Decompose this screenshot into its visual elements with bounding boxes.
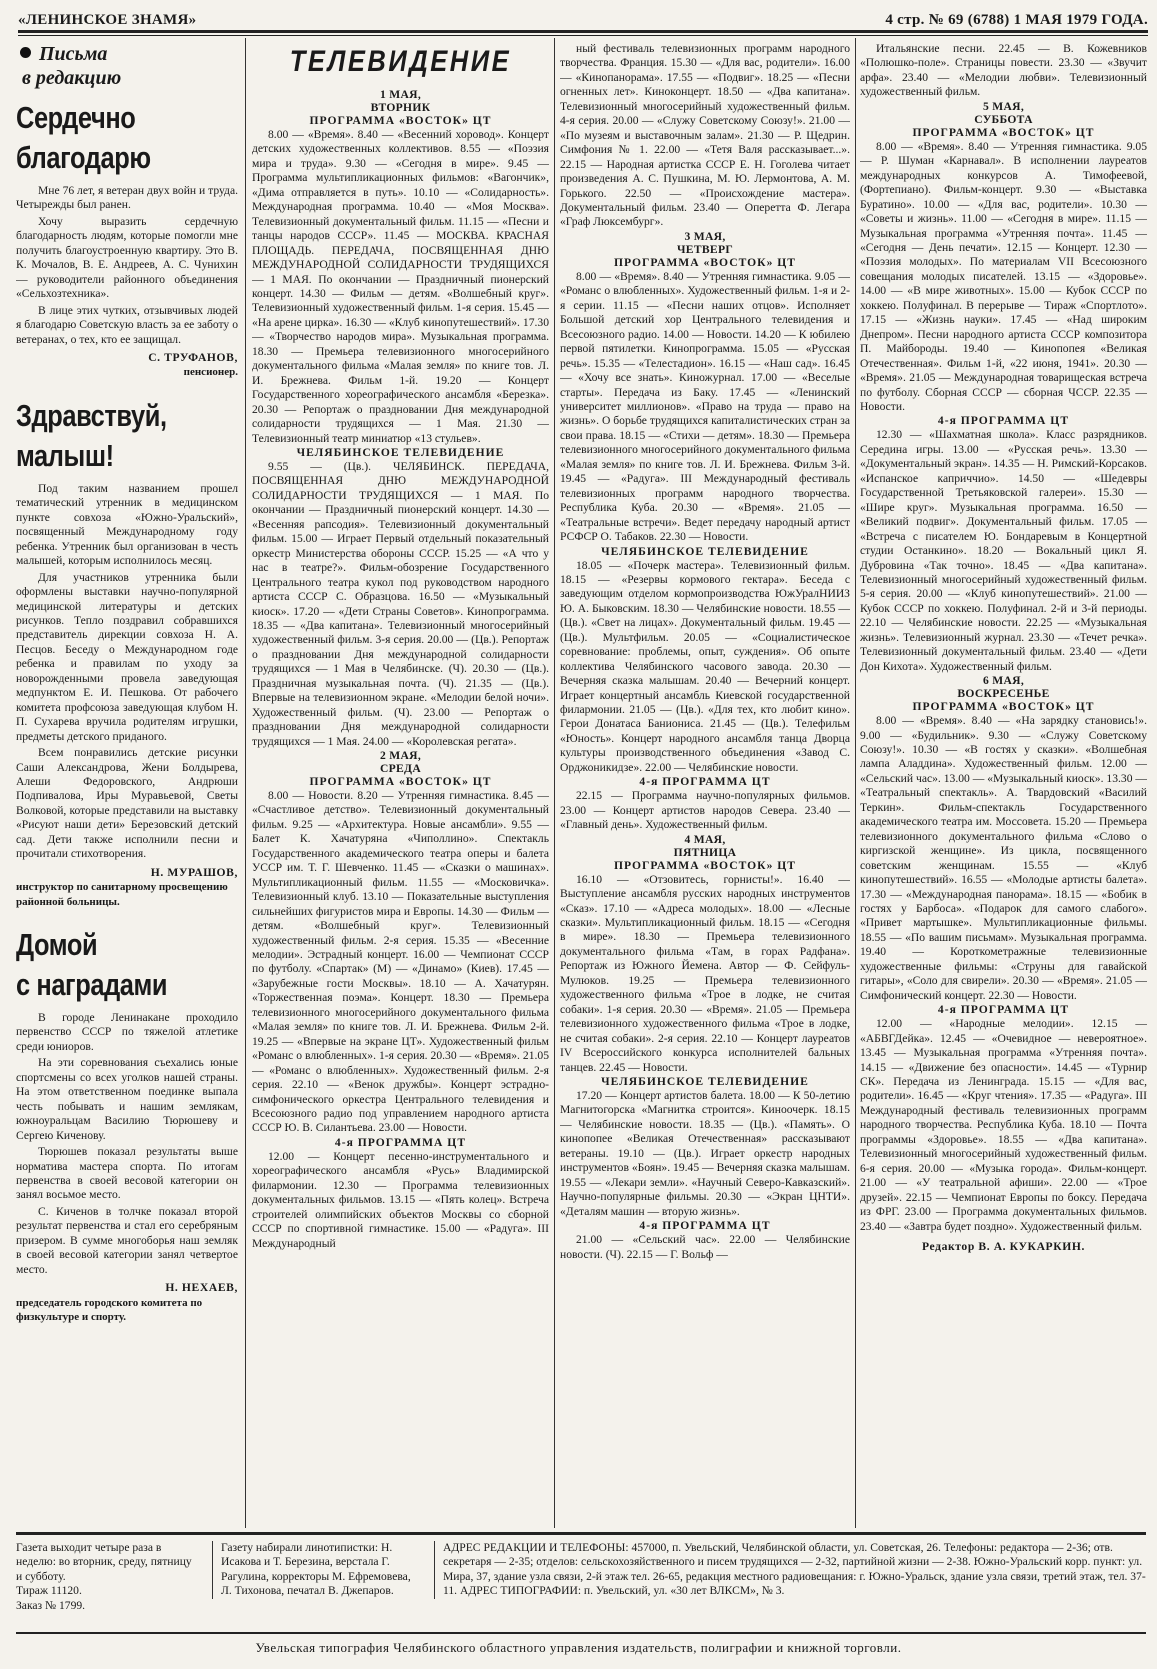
channel-heading: 4-я ПРОГРАММА ЦТ (937, 1003, 1070, 1017)
signature: С. ТРУФАНОВ, (148, 350, 238, 364)
day-heading: 4 МАЯ, (684, 832, 726, 846)
order-number: Заказ № 1799. (16, 1598, 86, 1612)
day-heading: ПЯТНИЦА (673, 845, 737, 859)
letter-title: Домой (16, 927, 98, 963)
rubric-letters: Письма (20, 42, 238, 66)
channel-heading: ПРОГРАММА «ВОСТОК» ЦТ (912, 125, 1095, 139)
issue-info: 4 стр. № 69 (6788) 1 МАЯ 1979 ГОДА. (885, 12, 1148, 28)
editor-signature: Редактор В. А. КУКАРКИН. (922, 1239, 1085, 1253)
schedule-text: 8.00 — «Время». 8.40 — Утренняя гимнастика. 9.05 — «Романс о влюбленных». Художественный фильм. 1-я и 2-я серии. 11.15 — «Песни наших отцов». Исполняет Большой детский хор Центрального телевидения и Всесоюзного радио. 14.00 — Новости. 14.20 — К юбилею первой пятилетки. Кинопрограмма. 15.05 — «Русская речь». 15.35 — «Телестадион». 16.15 — «Наш сад». 16.45 — «Хочу все знать». Киножурнал. 17.00 — «Веселые старты». Передача из Баку. 17.45 — «Ленинский университет миллионов». «Право на труда — право на жизнь». О борьбе трудящихся капиталистических стран за свои права. 18.15 — «Стихи — детям». 18.30 — Премьера телевизионного многосерийного документального фильма «Малая земля» по книге тов. Л. И. Брежнева. Фильм 3-й. 19.45 — «Радуга». III Международный фестиваль телевизионных программ народного творчества. Республика Куба. 20.30 — «Время». 21.05 — «Театральные встречи». Ведет передачу народный артист РСФСР О. Табаков. 22.30 — Новости. (560, 269, 850, 544)
column-divider-1 (245, 38, 246, 1528)
tv-column-1 (252, 42, 549, 1524)
schedule-text: 16.10 — «Отзовитесь, горнисты!». 16.40 — Выступление ансамбля русских народных инструментов «Сказ». 17.10 — «Адреса молодых». 18.00 — «Лесные сказки». Мультипликационный фильм. 18.15 — «Сегодня в мире». 18.30 — Премьера телевизионного документального фильма «Там, в горах Радфана». Репортаж из Южного Йемена. Автор — Ф. Сейфуль-Мулюков. 19.25 — Премьера телевизионного художественного фильма «Трое в лодке, не считая собаки». 1-я серия. 20.30 — «Время». 21.05 — Премьера телевизионного художественного фильма «Трое в лодке, не считая собаки». 2-я серия. 22.10 — Концерт лауреатов IV Всероссийского конкурса исполнителей бальных танцев. 22.45 — Новости. (560, 872, 850, 1074)
channel-heading: ЧЕЛЯБИНСКОЕ ТЕЛЕВИДЕНИЕ (601, 1075, 809, 1088)
schedule-text: 18.05 — «Почерк мастера». Телевизионный фильм. 18.15 — «Резервы кормового гектара». Беседа с заведующим отделом кормопроизводства ЮжУралНИИЗ Ю. А. Быковским. 18.30 — Челябинские новости. 18.55 — (Цв.). «Свет на лицах». Документальный фильм. 19.45 — (Цв.). Мультфильм. 20.05 — «Социалистическое соревнование: проблемы, опыт, суждения». Об опыте коллектива Челябинского часового завода. 20.30 — Вечерняя сказка малышам. 20.40 — Вечерний концерт. Играет концертный ансамбль Киевской государственной филармонии. 21.05 — (Цв.). «Для тех, кто любит кино». Герои Донатаса Баниониса. 21.45 — (Цв.). Телефильм «Юность». Концерт народного ансамбля танца Дворца культуры производственного объединения «Завод С. Орджоникидзе». 22.00 — Челябинские новости. (560, 558, 850, 774)
channel-heading: ЧЕЛЯБИНСКОЕ ТЕЛЕВИДЕНИЕ (601, 544, 809, 558)
channel-heading: 4-я ПРОГРАММА ЦТ (334, 1135, 467, 1149)
schedule-text: 12.00 — Концерт песенно-инструментального и хореографического ансамбля «Русь» Владимирской филармонии. 12.30 — Программа телевизионных документальных фильмов. 13.15 — «Пять колец». Встреча строителей олимпийских объектов Москвы со сборной СССР по спортивной гимнастике. 15.00 — «Радуга». III Международный (252, 1149, 549, 1250)
tv-column-3 (860, 42, 1147, 1524)
schedule-text: 12.00 — «Народные мелодии». 12.15 — «АБВГДейка». 12.45 — «Очевидное — невероятное». 13.45 — Музыкальная программа «Утренняя почта». 14.15 — «Движение без опасности». 14.45 — «Турнир СК». Передача из Ленинграда. 15.15 — «Для вас, родители». 16.45 — «Круг чтения». 17.35 — «Радуга». III Международный фестиваль телевизионных программ народного творчества. Республика Куба. 18.10 — Почта программы «Здоровье». 18.55 — «Два капитана». Телевизионный многосерийный художественный фильм. 6-я серия. 20.00 — «Музыка города». Фильм-концерт. 21.00 — «У театральной афиши». 22.00 — «Трое друзей». 22.15 — Чемпионат Европы по боксу. Передача из ФРГ. 23.00 — Программа документальных фильмов. 23.40 — «Завтра будет поздно». Художественный фильм. (860, 1017, 1147, 1233)
day-heading: ВОСКРЕСЕНЬЕ (957, 687, 1050, 701)
signature: Н. МУРАШОВ, (150, 865, 238, 879)
column-divider-3 (855, 38, 856, 1528)
day-heading: 2 МАЯ, (379, 749, 422, 763)
channel-heading: 4-я ПРОГРАММА ЦТ (639, 1219, 771, 1233)
paper-name: «ЛЕНИНСКОЕ ЗНАМЯ» (18, 12, 197, 28)
schedule-text: Итальянские песни. 22.45 — В. Кожевников «Полюшко-поле». Страницы повести. 23.30 — «Звучит арфа». 23.40 — «Мелодии любви». Телевизионный художественный фильм. (860, 42, 1147, 99)
paragraph: Тюрюшев показал результаты выше норматива мастера спорта. По итогам первенства в своей весовой категории он занял восьмое место. (16, 1145, 238, 1202)
paragraph: На эти соревнования съехались юные спортсмены со всех уголков нашей страны. На этом ответственном поединке выпала честь побывать и нашим землякам, южноуральцам Василию Тюрюшеву и Сергею Киченову. (16, 1056, 238, 1142)
circulation: Тираж 11120. (16, 1584, 82, 1598)
channel-heading: 4-я ПРОГРАММА ЦТ (937, 414, 1070, 428)
letter-title: Здравствуй, (16, 397, 167, 433)
column-divider-2 (554, 38, 555, 1528)
bullet-icon (20, 47, 31, 58)
paragraph: Мне 76 лет, я ветеран двух войн и труда. Четырежды был ранен. (16, 184, 238, 212)
editorial-address: АДРЕС РЕДАКЦИИ И ТЕЛЕФОНЫ: 457000, п. Увельский, Челябинской области, ул. Советская, 26. Телефоны: редактора — 2-36; отв. секретаря — 2-35; отделов: сельскохозяйственного и писем трудящихся — 2-32, партийной жизни — 2-38. Южно-Уральский корр. пункт: ул. Мира, 37, здание узла связи, 2-й этаж тел. 26-65, редакция местного радиовещания: г. Южно-Уральск, здание узла связи, третий этаж, тел. 37-11. АДРЕС ТИПОГРАФИИ: п. Увельский, ул. «30 лет ВЛКСМ», № 3. (434, 1541, 1146, 1599)
schedule-text: 17.20 — Концерт артистов балета. 18.00 — К 50-летию Магнитогорска «Магнитка строится». Киноочерк. 18.15 — Челябинские новости. 18.35 — (Цв.). «Память». О кинопопее «Великая Отечественная» рассказывают ветераны. 19.10 — (Цв.). Играет оркестр народных инструментов «Боян». 19.45 — Вечерняя сказка малышам. 19.55 — «Лекари земли». «Научный Северо-Кавказский». Научно-популярные фильмы. 20.30 — «Экран ЦНТИ». «Деталям машин — вторую жизнь». (560, 1089, 850, 1218)
channel-heading: ПРОГРАММА «ВОСТОК» ЦТ (309, 775, 492, 789)
day-heading: ЧЕТВЕРГ (677, 242, 733, 256)
day-heading: 1 МАЯ, (379, 88, 422, 101)
channel-heading: ПРОГРАММА «ВОСТОК» ЦТ (613, 255, 797, 269)
day-heading: 6 МАЯ, (982, 674, 1025, 688)
signature-note: инструктор по санитарному просвещению районной больницы. (16, 881, 228, 908)
imprint-footer (16, 1532, 1146, 1630)
schedule-text: 21.00 — «Сельский час». 22.00 — Челябинские новости. (Ч). 22.15 — Г. Вольф — (560, 1233, 850, 1261)
schedule-note: Газета выходит четыре раза в неделю: во вторник, среду, пятницу и субботу. (16, 1541, 192, 1583)
schedule-text: 8.00 — «Время». 8.40 — «Весенний хоровод». Концерт детских художественных коллективов. 8.55 — «Поэзия мира и труда». 9.30 — «Сегодня в мире». 9.45 — Программа мультипликационных фильмов: «Вагончик», «Дима отправляется в путь». 10.10 — «Солидарность». Международная программа. 10.40 — «Моя Москва». Телевизионный документальный фильм. 11.15 — «Песни и танцы народов СССР». 11.45 — МОСКВА. КРАСНАЯ ПЛОЩАДЬ. ПЕРЕДАЧА, ПОСВЯЩЕННАЯ ДНЮ МЕЖДУНАРОДНОЙ СОЛИДАРНОСТИ ТРУДЯЩИХСЯ — 1 МАЯ. По окончании — Праздничный пионерский концерт. 14.30 — Фильм — детям. «Волшебный круг». Телевизионный художественный фильм. 1-я серия. 15.45 — «На арене цирка». 16.30 — «Клуб кинопутешествий». 17.30 — «Творчество народов мира». Музыкальная программа. 18.30 — Премьера телевизионного многосерийного документального фильма «Малая земля» по книге тов. Л. И. Брежнева. Фильм 1-й. 19.20 — Концерт Государственного хореографического ансамбля «Березка». 20.30 — Репортаж о праздновании Дня международной солидарности трудящихся — 1 Мая. 21.30 — Телевизионный театр миниатюр «13 стульев». (252, 128, 549, 445)
paragraph: Под таким названием прошел тематический утренник в медицинском пункте совхоза «Южно-Уральский», посвященный Международному году ребенка. Утренник был организован в честь малышей, которым исполнилось месяц. (16, 481, 238, 568)
schedule-text: 8.00 — Новости. 8.20 — Утренняя гимнастика. 8.45 — «Счастливое детство». Телевизионный документальный фильм. 9.25 — «Архитектура. Новые ансамбли». 9.55 — Балет К. Хачатуряна «Чиполлино». Спектакль Государственного академического театра оперы и балета УССР им. Т. Г. Шевченко. 11.45 — «Сказки о машинах». Мультипликационный фильм. 11.55 — «Московичка». Телевизионный клуб. 13.10 — Показательные выступления сильнейших фигуристов мира и Европы. 14.30 — Фильм — детям. «Волшебный круг». Телевизионный художественный фильм. 2-я серия. 15.35 — «Весенние мелодии». Эстрадный концерт. 16.00 — Чемпионат СССР по футболу. «Спартак» (М) — «Динамо» (Киев). 17.45 — «Зарубежные гости Москвы». 18.10 — А. Хачатурян. «Торжественная поэма». Концерт. 18.30 — Премьера телевизионного многосерийного документального фильма «Малая земля» по книге тов. Л. И. Брежнева. Фильм 2-й. 19.25 — «Впервые на экране ЦТ». Художественный фильм «Романс о влюбленных». 1-я серия. 20.30 — «Время». 21.05 — «Романс о влюбленных». Художественный фильм. 2-я серия. 22.10 — «Венок дружбы». Концерт эстрадно-симфонического оркестра Центрального телевидения и Всесоюзного радио под управлением народного артиста СССР Ю. В. Силантьева. 23.00 — Новости. (252, 789, 549, 1135)
channel-heading: ПРОГРАММА «ВОСТОК» ЦТ (912, 700, 1095, 714)
signature-note: пенсионер. (183, 366, 238, 379)
newspaper-header (18, 8, 1148, 38)
schedule-text: ный фестиваль телевизионных программ народного творчества. Франция. 15.30 — «Для вас, родители». 16.00 — «Кинопанорама». 17.55 — «Подвиг». 18.25 — «Песни огненных лет». Киноконцерт. 18.50 — «Два капитана». Телевизионный многосерийный художественный фильм. 4-я серия. 20.00 — «Служу Советскому Союзу!». 21.00 — «По музеям и выставочным залам». 21.30 — Р. Щедрин. Симфония № 1. 22.00 — «Тетя Валя рассказывает...». 22.15 — Народная артистка СССР Е. Н. Гоголева читает произведения А. С. Пушкина, М. Ю. Лермонтова, А. М. Горького. 22.50 — «Происхождение мастера». Документальный фильм. 23.40 — Оперетта Ф. Легара «Граф Люксембург». (560, 42, 850, 229)
tv-section-title: ТЕЛЕВИДЕНИЕ (289, 45, 512, 78)
paragraph: Хочу выразить сердечную благодарность людям, которые помогли мне получить благоустроенную квартиру. Это В. К. Мочалов, В. Е. Андреев, А. С. Чунихин — руководители районного объединения «Сельхозтехника». (16, 214, 238, 301)
signature: Н. НЕХАЕВ, (165, 1281, 238, 1295)
letter-home-with-awards (16, 925, 238, 1325)
letter-gratitude (16, 98, 238, 380)
schedule-text: 9.55 — (Цв.). ЧЕЛЯБИНСК. ПЕРЕДАЧА, ПОСВЯЩЕННАЯ ДНЮ МЕЖДУНАРОДНОЙ СОЛИДАРНОСТИ ТРУДЯЩИХСЯ — 1 МАЯ. По окончании — Праздничный пионерский концерт. 14.30 — «Весенняя рапсодия». Телевизионный документальный фильм. 15.00 — Играет Первый отдельный показательный оркестр Министерства обороны СССР. 15.25 — «А что у нас в театре?». Фильм-обозрение Государственного Центрального театра кукол под руководством народного артиста СССР С. Образцова. 16.50 — «Музыкальный киоск». 17.20 — «Дети Страны Советов». Кинопрограмма. 18.35 — «Два капитана». Телевизионный многосерийный художественный фильм. 3-я серия. 20.00 — (Цв.). Репортаж о праздновании Дня международной солидарности трудящихся — 1 Мая в Челябинске. (Ч). 20.30 — (Цв.). Праздничная музыкальная почта. (Ч). 21.35 — (Цв.). Впервые на телевизионном экране. «Мелодии белой ночи». Художественный фильм. (Ч). 23.00 — Репортаж о праздновании Дня международной солидарности трудящихся — 1 Мая. 24.00 — «Королевская регата». (252, 459, 549, 748)
day-heading: СУББОТА (974, 112, 1033, 126)
tv-schedule (252, 88, 549, 1251)
signature-note: председатель городского комитета по физкультуре и спорту. (16, 1296, 203, 1324)
tv-column-2 (560, 42, 850, 1524)
channel-heading: ЧЕЛЯБИНСКОЕ ТЕЛЕВИДЕНИЕ (296, 445, 505, 459)
header-rule-thin (18, 35, 1148, 36)
typesetters-info: Газету набирали линотипистки: Н. Исакова и Т. Березина, верстала Г. Рагулина, корректоры М. Ефремовева, Л. Тихонова, печатал В. Джепаров. (212, 1541, 422, 1599)
channel-heading: ПРОГРАММА «ВОСТОК» ЦТ (309, 114, 492, 127)
letter-title: с наградами (16, 967, 168, 1003)
schedule-text: 8.00 — «Время». 8.40 — Утренняя гимнастика. 9.05 — Р. Шуман «Карнавал». В исполнении лауреатов международных конкурсов А. Тимофеевой, (Фортепиано). Фильм-концерт. 9.30 — «Выставка Буратино». 10.00 — «Для вас, родители». 10.30 — «Советы и жизнь». 11.00 — «Сегодня в мире». 11.15 — Музыкальная программа «Утренняя почта». 11.45 — «Сегодня — День печати». 12.15 — Концерт. 12.30 — «Поэзия молодых». По материалам VII Всесоюзного совещания молодых писателей. 13.15 — «Здоровье». 14.00 — «В мире животных». 15.00 — Кубок СССР по хоккею. Полуфинал. В перерыве — Тираж «Спортлото». 17.15 — «Жизнь науки». 17.45 — «Над широким Днепром». Песни народного артиста СССР композитора П. Майбороды. 19.40 — Кинопопея «Великая Отечественная». Фильм 1-й, «22 июня, 1941». 20.30 — «Время». 21.05 — Международная товарищеская встреча по футболу. Сборная СССР — сборная ЧССР. 22.35 — Новости. (860, 139, 1147, 413)
paragraph: В лице этих чутких, отзывчивых людей я благодарю Советскую власть за ее заботу о ветеранах, о тех, кто ее защищал. (16, 303, 238, 346)
schedule-text: 8.00 — «Время». 8.40 — «На зарядку становись!». 9.00 — «Будильник». 9.30 — «Служу Советскому Союзу!». 10.30 — «В гостях у сказки». «Волшебная лампа Аладдина». Художественный фильм. 12.00 — «Сельский час». 13.00 — «Музыкальный киоск». 13.30 — «Театральный спектакль». А. Твардовский «Василий Теркин». Фильм-спектакль Государственного академического театра им. Моссовета. 15.20 — Премьера телевизионного документального фильма «Слово о киргизской женщине». Из цикла, посвященного советским женщинам. 15.55 — «Клуб кинопутешествий». 16.55 — «Молодые артисты балета». 17.30 — «Международная панорама». 18.15 — «Бобик в гостях у Барбоса». «Подарок для самого слабого». «Привет мартышке». Мультипликационные фильмы. 18.55 — «По вашим письмам». Музыкальная программа. 19.40 — Короткометражные телевизионные художественные фильмы: «Струны для гавайской гитары», «Соло для свирели». 20.30 — «Время». 21.05 — Симфонический концерт. 22.30 — Новости. (860, 714, 1147, 1002)
day-heading: ВТОРНИК (370, 101, 431, 114)
channel-heading: 4-я ПРОГРАММА ЦТ (639, 775, 771, 789)
bottom-rule (16, 1632, 1146, 1634)
letter-title: Сердечно (16, 100, 136, 135)
publication-info (16, 1541, 194, 1613)
schedule-text: 12.30 — «Шахматная школа». Класс разрядников. Середина игры. 13.00 — «Русская речь». 13.30 — «Документальный экран». 14.35 — Н. Римский-Корсаков. «Испанское каприччио». 14.50 — «Шедевры Государственной Третьяковской галереи». 15.30 — «Шире круг». Музыкальная программа. 16.50 — «Великий подвиг». Документальный фильм. 17.05 — «Встреча с писателем Ю. Бондаревым в Концертной студии Останкино». 18.20 — Вокальный цикл Я. Дубровина «Так точно». 18.45 — «Два капитана». Телевизионный многосерийный художественный фильм. 5-я серия. 20.00 — «Клуб кинопутешествий». 21.00 — Кубок СССР по хоккею. Полуфинал. 2-й и 3-й периоды. 22.10 — Челябинские новости. 22.25 — «Музыкальная жизнь». Телевизионный журнал. 23.30 — «Течет речка». Телевизионный документальный фильм. 23.40 — «Дети Дон Кихота». Художественный фильм. (860, 428, 1147, 673)
header-rule (18, 30, 1148, 33)
day-heading: 3 МАЯ, (684, 229, 726, 243)
rubric-to-editor: в редакцию (22, 67, 122, 89)
day-heading: 5 МАЯ, (982, 99, 1025, 113)
channel-heading: ПРОГРАММА «ВОСТОК» ЦТ (613, 858, 797, 872)
schedule-text: 22.15 — Программа научно-популярных фильмов. 23.00 — Концерт артистов народов Севера. 23.40 — «Главный день». Художественный фильм. (560, 789, 850, 832)
paragraph: В городе Ленинакане проходило первенство СССР по тяжелой атлетике среди юниоров. (16, 1011, 238, 1053)
day-heading: СРЕДА (379, 762, 422, 776)
letter-title: благодарю (16, 140, 151, 175)
printing-house-line: Увельская типография Челябинского областного управления издательств, полиграфии и книжной торговли. (255, 1640, 902, 1655)
paragraph: Всем понравились детские рисунки Саши Александрова, Жени Болдырева, Алеши Федоровского, Андрюши Подпивалова, Иры Муравьевой, Светы Волковой, которые представили на выставку «Рисуют наши дети» Березовский детский сад. Дети также исполнили песни и прочитали стихотворения. (16, 746, 238, 861)
letter-hello-baby (16, 396, 238, 909)
letters-column (16, 42, 238, 1524)
letter-title: малыш! (16, 437, 114, 473)
tv-schedule (860, 42, 1147, 1234)
paragraph: Для участников утренника были оформлены выставки научно-популярной медицинской литературы и детских рисунков. Тепло поздравил собравшихся представитель дирекции совхоза Н. А. Песцов. Беседу о Международном годе ребенка и правилам по уходу за новорожденными провела заведующая медпунктом Е. И. Пешкова. От рабочего комитета профсоюза заведующая клубом Н. П. Сухарева вручила родителям игрушки, предметы детского приданого. (16, 570, 238, 743)
paragraph: С. Киченов в толчке показал второй результат первенства и стал его серебряным призером. В сумме многоборья наш земляк в своей весовой категории занял четвертое место. (16, 1204, 238, 1276)
tv-schedule (560, 42, 850, 1262)
